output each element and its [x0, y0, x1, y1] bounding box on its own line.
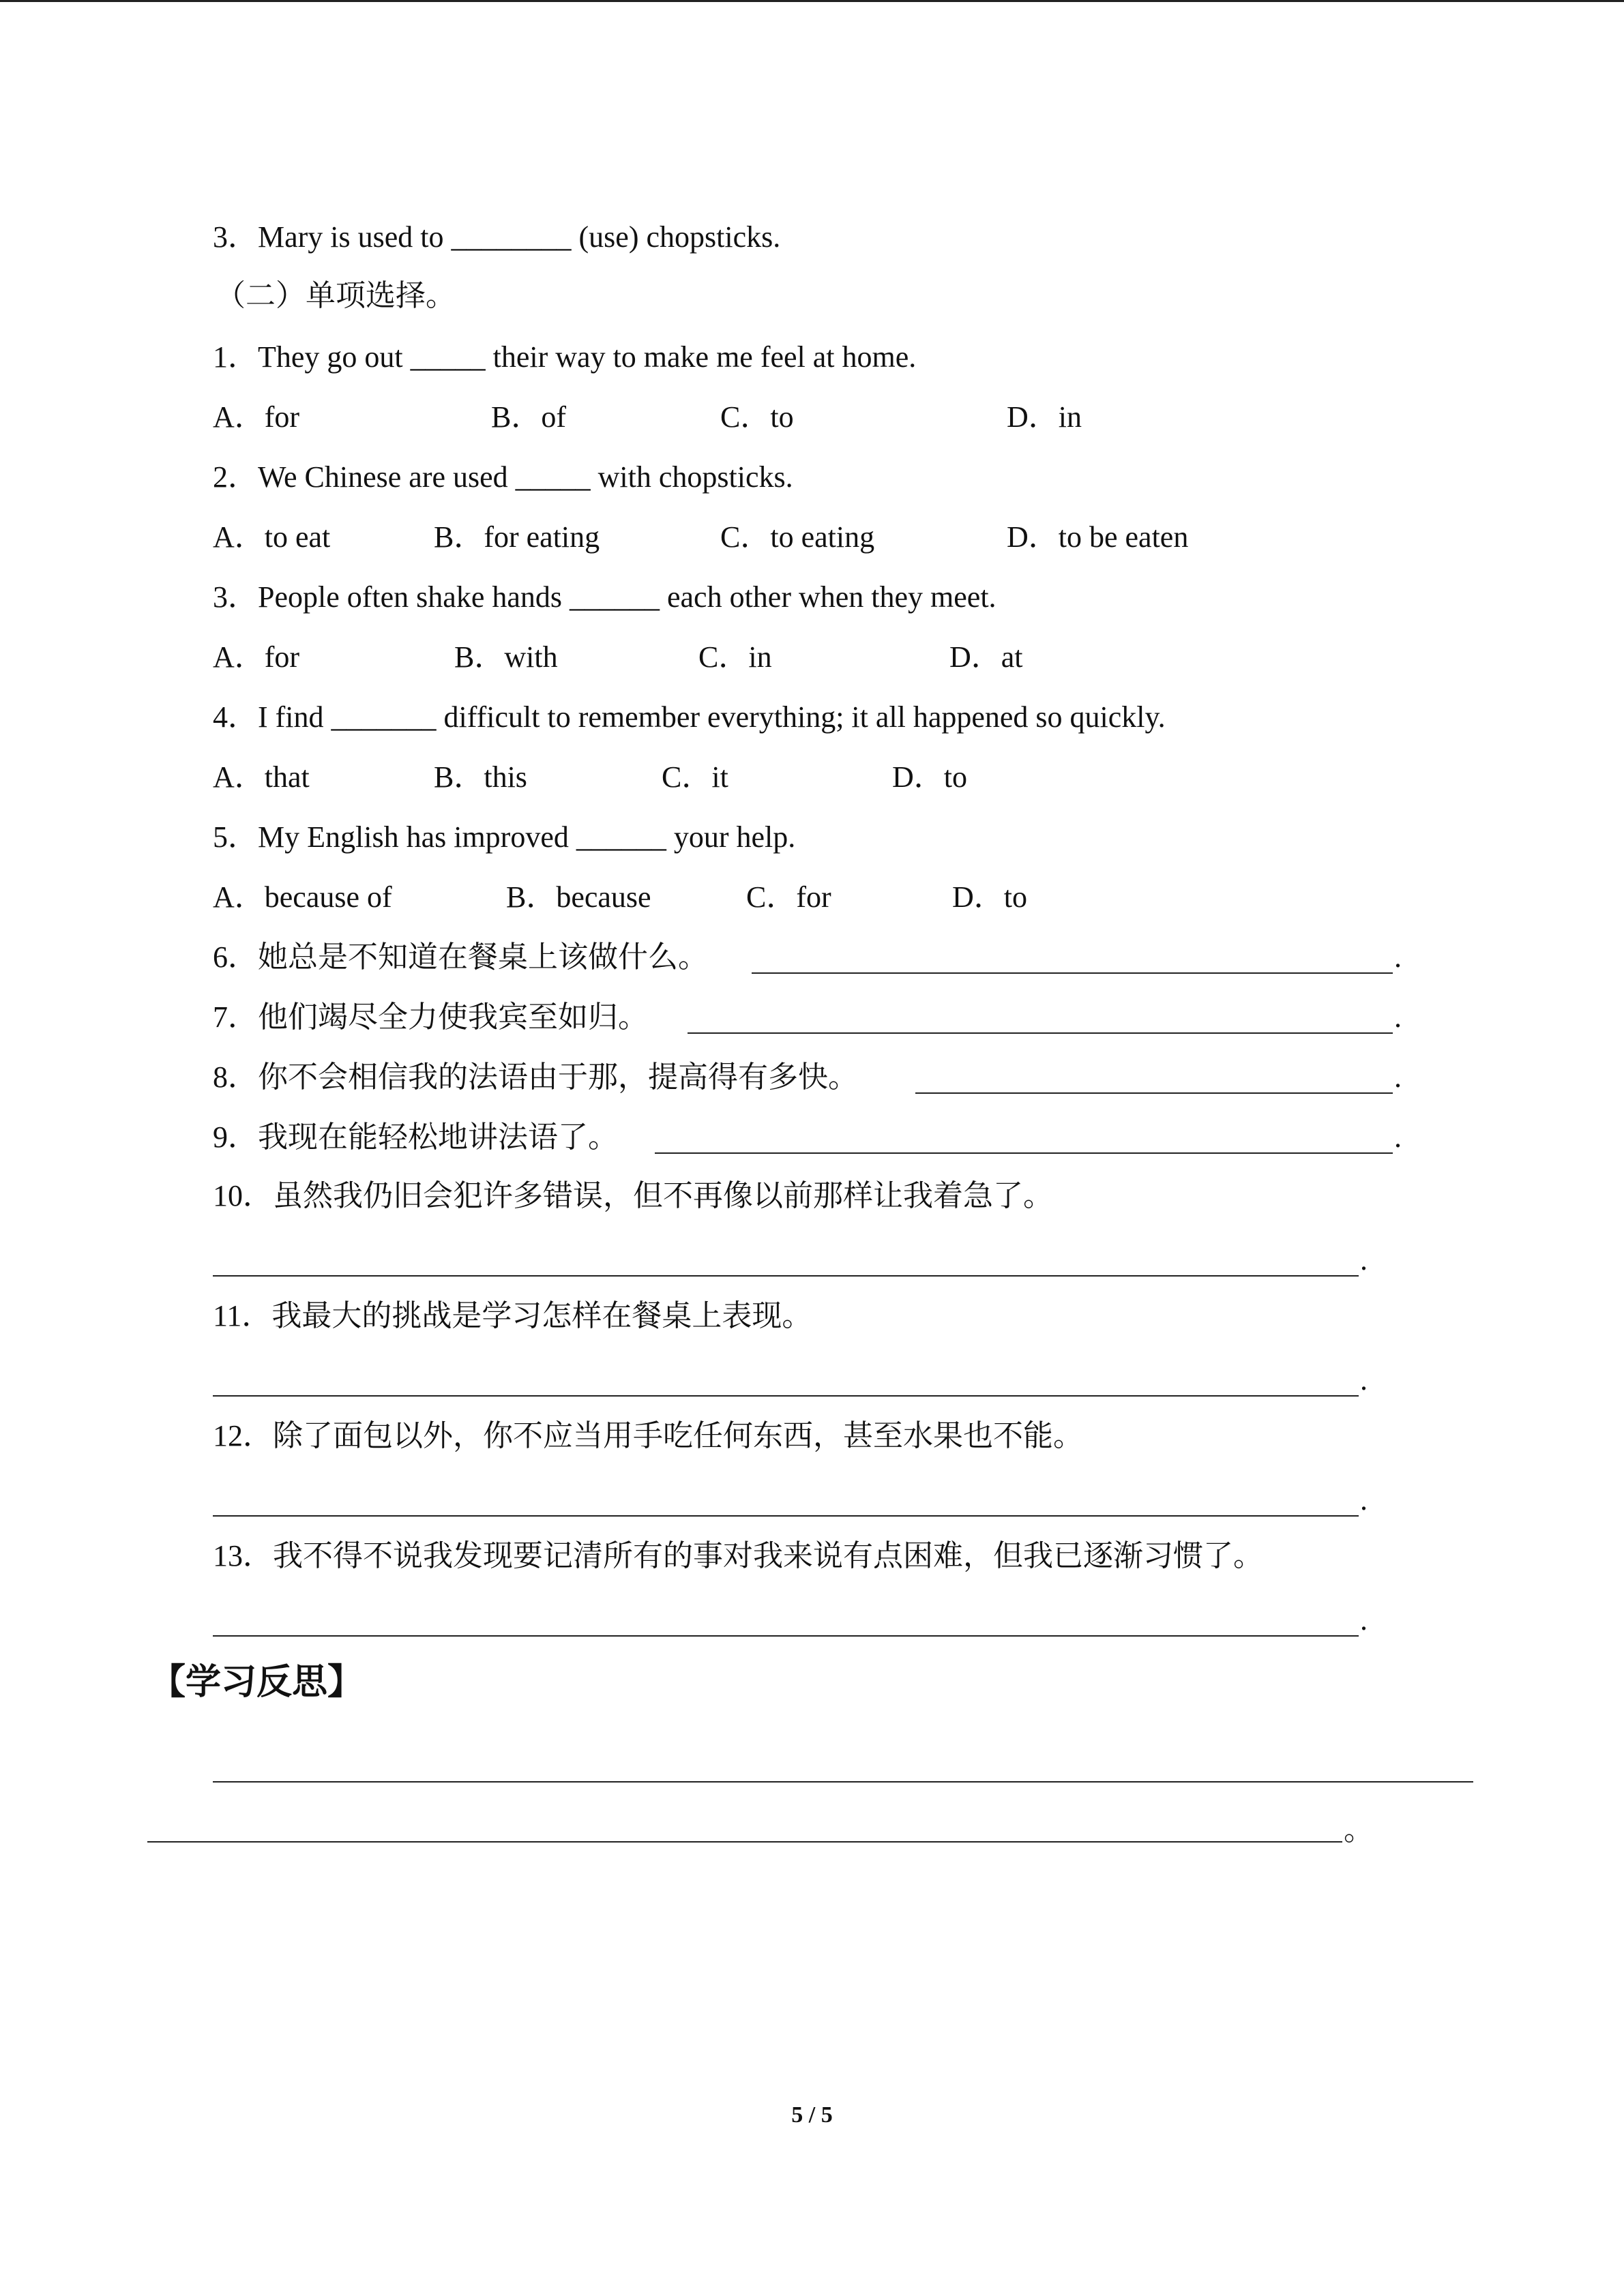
question-number: 11．: [213, 1299, 272, 1332]
question-text: 我最大的挑战是学习怎样在餐桌上表现。: [271, 1299, 812, 1332]
answer-blank-13[interactable]: [213, 1635, 1359, 1637]
answer-period-7: .: [1394, 1000, 1402, 1034]
mc1-option-c: C．to: [720, 400, 794, 434]
question-number: 10．: [213, 1179, 273, 1212]
question-number: 5．: [213, 820, 258, 854]
question-text: 我不得不说我发现要记清所有的事对我来说有点困难，但我已逐渐习惯了。: [273, 1539, 1263, 1572]
mc3-option-d: D．at: [949, 640, 1023, 674]
question-text: My English has improved ______ your help.: [258, 820, 796, 854]
translate-question-12: [213, 1416, 1083, 1457]
mc2-option-b: B．for eating: [434, 520, 600, 554]
answer-period-12: .: [1360, 1483, 1368, 1517]
answer-period-10: .: [1360, 1243, 1368, 1277]
question-number: 4．: [213, 700, 258, 734]
question-text: Mary is used to ________ (use) chopsticks.: [258, 220, 781, 254]
translate-question-9: [213, 1117, 618, 1158]
question-text: 他们竭尽全力使我宾至如归。: [258, 1000, 648, 1034]
mc3-option-c: C．in: [698, 640, 772, 674]
question-number: 2．: [213, 460, 258, 494]
mc5-option-a: A．because of: [213, 880, 392, 914]
answer-period-8: .: [1394, 1060, 1402, 1094]
translate-question-11: [213, 1296, 812, 1337]
question-number: 9．: [213, 1120, 258, 1154]
page-number: 5 / 5: [791, 2102, 833, 2128]
answer-blank-11[interactable]: [213, 1395, 1359, 1397]
mc4-option-a: A．that: [213, 760, 310, 794]
answer-period-9: .: [1394, 1120, 1402, 1154]
answer-blank-9[interactable]: [655, 1152, 1393, 1154]
translate-question-6: [213, 937, 708, 978]
reflection-line-1[interactable]: [213, 1781, 1473, 1783]
question-number: 7．: [213, 1000, 258, 1034]
mc-question-2: [213, 457, 793, 498]
translate-question-13: [213, 1536, 1263, 1577]
mc1-option-a: A．for: [213, 400, 300, 434]
mc2-option-d: D．to be eaten: [1007, 520, 1189, 554]
question-number: 12．: [213, 1419, 273, 1452]
question-text: 虽然我仍旧会犯许多错误，但不再像以前那样让我着急了。: [273, 1179, 1053, 1212]
mc4-option-c: C．it: [662, 760, 728, 794]
mc5-option-c: C．for: [746, 880, 831, 914]
answer-period-11: .: [1360, 1363, 1368, 1397]
mc1-option-b: B．of: [491, 400, 566, 434]
mc-question-4: [213, 697, 1166, 738]
section-title-single-choice: [216, 275, 456, 316]
question-text: We Chinese are used _____ with chopsticks.: [258, 460, 793, 494]
translate-question-7: [213, 997, 648, 1038]
mc5-option-b: B．because: [506, 880, 651, 914]
mc-question-3: [213, 577, 996, 618]
question-text: 你不会相信我的法语由于那，提高得有多快。: [258, 1060, 858, 1094]
mc3-option-a: A．for: [213, 640, 300, 674]
answer-blank-12[interactable]: [213, 1515, 1359, 1517]
mc5-option-d: D．to: [952, 880, 1027, 914]
answer-period-6: .: [1394, 940, 1402, 974]
section-title-text: （二）单项选择。: [216, 279, 456, 312]
question-number: 1．: [213, 340, 258, 374]
question-number: 3．: [213, 220, 258, 254]
answer-blank-8[interactable]: [915, 1092, 1393, 1094]
mc1-option-d: D．in: [1007, 400, 1082, 434]
question-text: 她总是不知道在餐桌上该做什么。: [258, 940, 708, 974]
mc2-option-c: C．to eating: [720, 520, 875, 554]
translate-question-10: [213, 1176, 1053, 1217]
answer-blank-6[interactable]: [752, 972, 1393, 974]
reflection-period: 。: [1344, 1813, 1374, 1847]
question-text: I find _______ difficult to remember everything; it all happened so quickly.: [258, 700, 1166, 734]
answer-period-13: .: [1360, 1603, 1368, 1637]
mc4-option-d: D．to: [892, 760, 967, 794]
question-number: 3．: [213, 580, 258, 614]
answer-blank-7[interactable]: [688, 1032, 1393, 1034]
answer-blank-10[interactable]: [213, 1275, 1359, 1277]
fill-question-3: [213, 217, 780, 258]
mc-question-5: [213, 817, 795, 858]
question-text: They go out _____ their way to make me feel at home.: [258, 340, 917, 374]
reflection-line-2[interactable]: [147, 1841, 1342, 1843]
reflection-heading: 【学习反思】: [150, 1662, 364, 1703]
translate-question-8: [213, 1057, 858, 1098]
mc2-option-a: A．to eat: [213, 520, 331, 554]
mc4-option-b: B．this: [434, 760, 527, 794]
mc3-option-b: B．with: [454, 640, 558, 674]
question-text: 我现在能轻松地讲法语了。: [258, 1120, 618, 1154]
question-number: 6．: [213, 940, 258, 974]
mc-question-1: [213, 337, 916, 378]
question-number: 8．: [213, 1060, 258, 1094]
question-number: 13．: [213, 1539, 273, 1572]
question-text: People often shake hands ______ each other when they meet.: [258, 580, 996, 614]
top-border-line: [0, 0, 1624, 2]
question-text: 除了面包以外，你不应当用手吃任何东西，甚至水果也不能。: [273, 1419, 1083, 1452]
